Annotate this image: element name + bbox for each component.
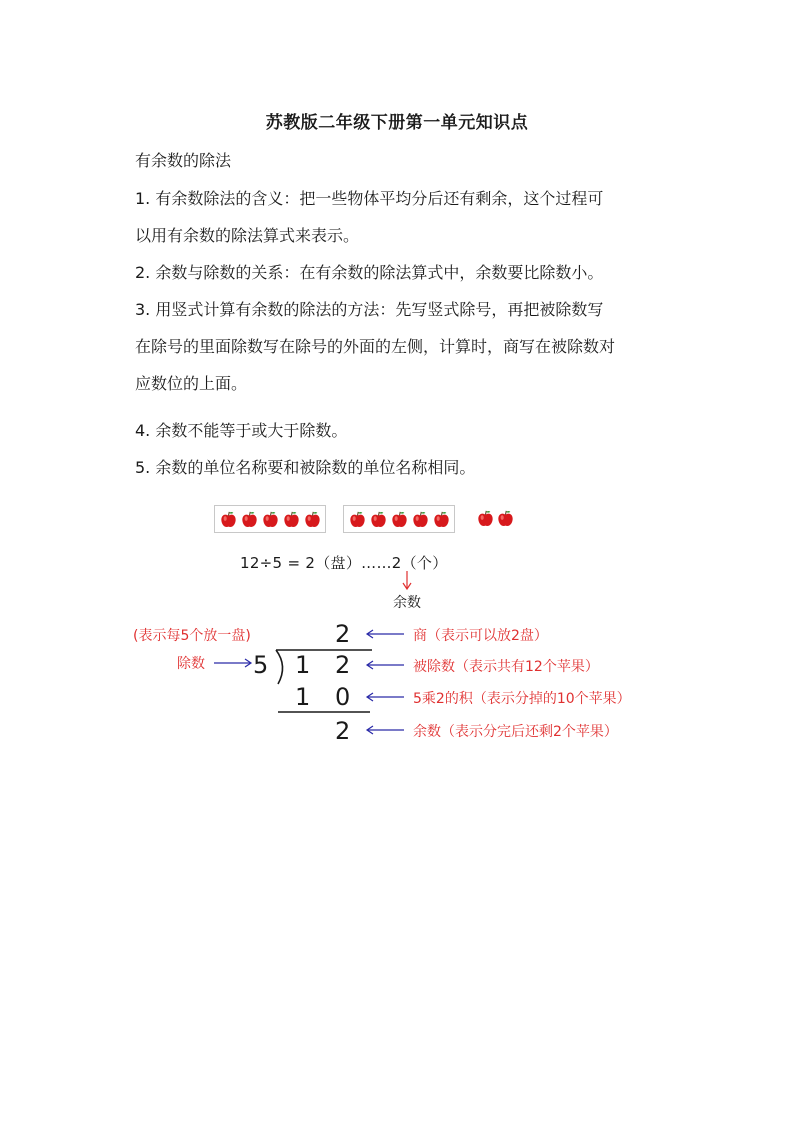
- apple-icon: [282, 510, 301, 529]
- divisor-digit: 5: [253, 651, 269, 679]
- dividend-arrow-icon: [364, 659, 406, 671]
- page-title: 苏教版二年级下册第一单元知识点: [265, 113, 529, 133]
- point-4-line-1: 4. 余数不能等于或大于除数。: [135, 421, 348, 440]
- apple-icon: [476, 509, 495, 528]
- dividend-tens-digit: 1: [295, 651, 311, 679]
- quotient-arrow-icon: [364, 628, 406, 640]
- apple-icon: [432, 510, 451, 529]
- apple-plate-1: [214, 505, 326, 533]
- down-arrow-icon: [400, 570, 414, 592]
- point-5: [135, 449, 655, 486]
- apple-icon: [303, 510, 322, 529]
- product-tens-digit: 1: [295, 683, 311, 711]
- apple-icon: [240, 510, 259, 529]
- quotient-label: 商（表示可以放2盘）: [413, 628, 548, 644]
- point-3: [135, 291, 655, 402]
- remainder-note: 余数（表示分完后还剩2个苹果）: [413, 724, 618, 740]
- point-1-line-1: 1. 有余数除法的含义：把一些物体平均分后还有剩余，这个过程可: [135, 189, 604, 208]
- apple-icon: [219, 510, 238, 529]
- apple-icon: [261, 510, 280, 529]
- divisor-label: 除数: [177, 656, 205, 672]
- point-3-line-2: 在除号的里面除数写在除号的外面的左侧，计算时，商写在被除数对: [135, 337, 616, 356]
- left-note: (表示每5个放一盘): [133, 628, 251, 644]
- apple-remainder-group: [476, 505, 515, 531]
- point-5-line-1: 5. 余数的单位名称要和被除数的单位名称相同。: [135, 458, 476, 477]
- dividend-ones-digit: 2: [335, 651, 351, 679]
- point-4: [135, 412, 655, 449]
- product-arrow-icon: [364, 691, 406, 703]
- divisor-arrow-icon: [214, 657, 254, 669]
- product-label: 5乘2的积（表示分掉的10个苹果）: [413, 691, 631, 707]
- point-3-line-1: 3. 用竖式计算有余数的除法的方法：先写竖式除号，再把被除数写: [135, 300, 604, 319]
- dividend-label: 被除数（表示共有12个苹果）: [413, 659, 599, 675]
- apple-icon: [348, 510, 367, 529]
- point-1: [135, 180, 655, 254]
- apple-plate-2: [343, 505, 455, 533]
- point-1-line-2: 以用有余数的除法算式来表示。: [135, 226, 360, 245]
- apple-icon: [390, 510, 409, 529]
- point-2: [135, 254, 655, 291]
- product-ones-digit: 0: [335, 683, 351, 711]
- remainder-arrow-icon: [364, 724, 406, 736]
- apple-icon: [369, 510, 388, 529]
- point-2-line-1: 2. 余数与除数的关系：在有余数的除法算式中，余数要比除数小。: [135, 263, 604, 282]
- quotient-digit: 2: [335, 620, 351, 648]
- remainder-digit: 2: [335, 717, 351, 745]
- point-3-line-3: 应数位的上面。: [135, 374, 248, 393]
- section-subtitle: 有余数的除法: [135, 151, 232, 170]
- remainder-caption: 余数: [393, 595, 421, 611]
- apple-icon: [496, 509, 515, 528]
- apple-icon: [411, 510, 430, 529]
- division-equation: 12÷5 = 2（盘）……2（个）: [240, 554, 448, 572]
